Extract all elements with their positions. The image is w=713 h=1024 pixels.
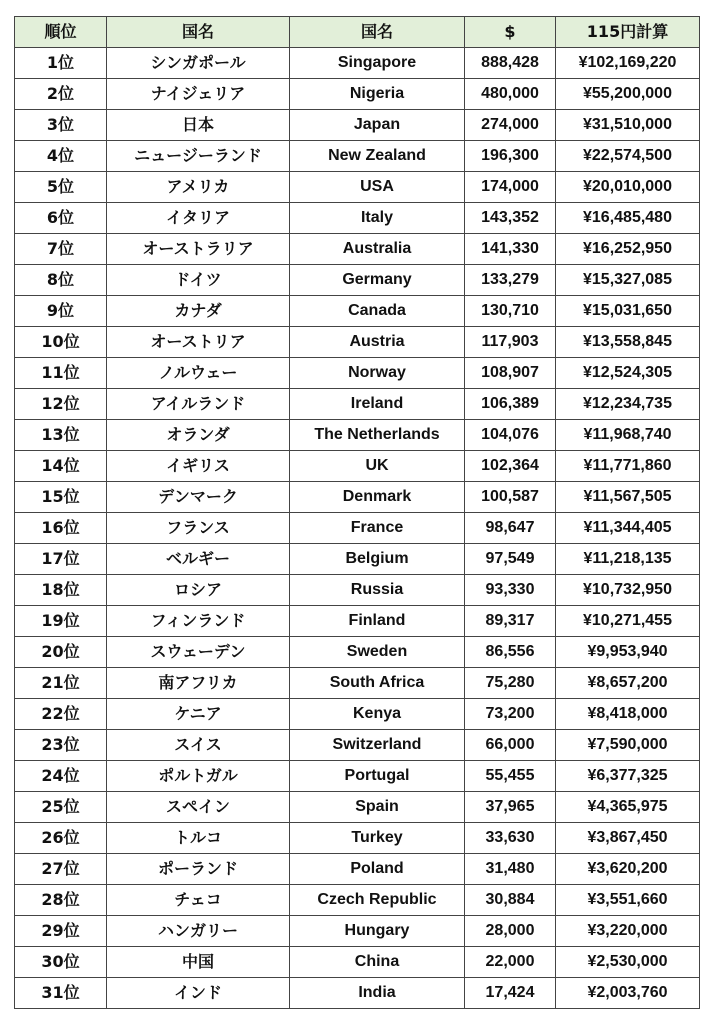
table-row: [15, 854, 700, 885]
cell-rank: 22位: [15, 699, 107, 730]
cell-country-en: Australia: [290, 234, 465, 265]
cell-yen: ¥11,567,505: [556, 482, 700, 513]
cell-usd: 37,965: [465, 792, 556, 823]
cell-country-ja: ノルウェー: [107, 358, 290, 389]
table-row: [15, 389, 700, 420]
cell-country-ja: 中国: [107, 947, 290, 978]
table-row: [15, 451, 700, 482]
cell-country-en: The Netherlands: [290, 420, 465, 451]
cell-yen: ¥22,574,500: [556, 141, 700, 172]
cell-country-ja: ハンガリー: [107, 916, 290, 947]
cell-usd: 100,587: [465, 482, 556, 513]
cell-yen: ¥20,010,000: [556, 172, 700, 203]
table-row: [15, 947, 700, 978]
cell-country-en: Kenya: [290, 699, 465, 730]
header-country-en: 国名: [290, 17, 465, 48]
cell-usd: 480,000: [465, 79, 556, 110]
table-row: [15, 265, 700, 296]
cell-yen: ¥2,003,760: [556, 978, 700, 1009]
cell-country-ja: フィンランド: [107, 606, 290, 637]
cell-yen: ¥6,377,325: [556, 761, 700, 792]
cell-rank: 6位: [15, 203, 107, 234]
cell-country-en: Norway: [290, 358, 465, 389]
cell-yen: ¥11,344,405: [556, 513, 700, 544]
cell-usd: 98,647: [465, 513, 556, 544]
table-row: [15, 916, 700, 947]
cell-yen: ¥31,510,000: [556, 110, 700, 141]
table-row: [15, 172, 700, 203]
cell-usd: 33,630: [465, 823, 556, 854]
cell-country-en: India: [290, 978, 465, 1009]
table-row: [15, 482, 700, 513]
cell-rank: 16位: [15, 513, 107, 544]
cell-usd: 141,330: [465, 234, 556, 265]
cell-usd: 196,300: [465, 141, 556, 172]
cell-country-ja: オーストラリア: [107, 234, 290, 265]
cell-rank: 2位: [15, 79, 107, 110]
table-row: [15, 761, 700, 792]
cell-rank: 8位: [15, 265, 107, 296]
cell-yen: ¥3,551,660: [556, 885, 700, 916]
cell-rank: 9位: [15, 296, 107, 327]
table-row: [15, 513, 700, 544]
cell-usd: 143,352: [465, 203, 556, 234]
cell-usd: 30,884: [465, 885, 556, 916]
cell-usd: 106,389: [465, 389, 556, 420]
cell-yen: ¥9,953,940: [556, 637, 700, 668]
cell-country-en: Poland: [290, 854, 465, 885]
cell-yen: ¥16,252,950: [556, 234, 700, 265]
cell-usd: 28,000: [465, 916, 556, 947]
table-row: [15, 296, 700, 327]
cell-country-ja: スウェーデン: [107, 637, 290, 668]
cell-usd: 130,710: [465, 296, 556, 327]
cell-usd: 93,330: [465, 575, 556, 606]
cell-country-ja: シンガポール: [107, 48, 290, 79]
cell-country-en: Switzerland: [290, 730, 465, 761]
cell-yen: ¥10,271,455: [556, 606, 700, 637]
cell-rank: 3位: [15, 110, 107, 141]
cell-yen: ¥12,234,735: [556, 389, 700, 420]
cell-country-ja: 南アフリカ: [107, 668, 290, 699]
cell-country-en: Italy: [290, 203, 465, 234]
table-row: [15, 668, 700, 699]
cell-yen: ¥102,169,220: [556, 48, 700, 79]
cell-usd: 55,455: [465, 761, 556, 792]
table-row: [15, 792, 700, 823]
table-row: [15, 637, 700, 668]
table-body: [15, 48, 700, 1009]
cell-usd: 31,480: [465, 854, 556, 885]
cell-yen: ¥8,657,200: [556, 668, 700, 699]
table-row: [15, 978, 700, 1009]
cell-country-ja: ケニア: [107, 699, 290, 730]
cell-country-en: Turkey: [290, 823, 465, 854]
cell-country-en: Germany: [290, 265, 465, 296]
table-row: [15, 606, 700, 637]
cell-country-ja: スイス: [107, 730, 290, 761]
cell-country-en: France: [290, 513, 465, 544]
table-row: [15, 358, 700, 389]
cell-rank: 24位: [15, 761, 107, 792]
table-row: [15, 48, 700, 79]
table-row: [15, 885, 700, 916]
header-usd: $: [465, 17, 556, 48]
cell-usd: 274,000: [465, 110, 556, 141]
cell-country-ja: 日本: [107, 110, 290, 141]
cell-country-en: New Zealand: [290, 141, 465, 172]
cell-rank: 26位: [15, 823, 107, 854]
cell-country-en: South Africa: [290, 668, 465, 699]
cell-yen: ¥3,867,450: [556, 823, 700, 854]
cell-rank: 5位: [15, 172, 107, 203]
cell-country-en: Portugal: [290, 761, 465, 792]
cell-usd: 104,076: [465, 420, 556, 451]
cell-country-en: China: [290, 947, 465, 978]
cell-rank: 12位: [15, 389, 107, 420]
cell-usd: 117,903: [465, 327, 556, 358]
cell-country-en: Czech Republic: [290, 885, 465, 916]
cell-country-ja: アメリカ: [107, 172, 290, 203]
cell-usd: 89,317: [465, 606, 556, 637]
cell-usd: 75,280: [465, 668, 556, 699]
cell-rank: 17位: [15, 544, 107, 575]
cell-country-ja: ロシア: [107, 575, 290, 606]
table-row: [15, 575, 700, 606]
cell-usd: 108,907: [465, 358, 556, 389]
cell-rank: 23位: [15, 730, 107, 761]
cell-rank: 1位: [15, 48, 107, 79]
cell-country-ja: ナイジェリア: [107, 79, 290, 110]
cell-country-en: Spain: [290, 792, 465, 823]
cell-rank: 21位: [15, 668, 107, 699]
cell-rank: 29位: [15, 916, 107, 947]
cell-country-ja: デンマーク: [107, 482, 290, 513]
table-header: [15, 17, 700, 48]
cell-country-ja: チェコ: [107, 885, 290, 916]
ranking-table: [14, 16, 700, 1009]
cell-yen: ¥12,524,305: [556, 358, 700, 389]
cell-rank: 28位: [15, 885, 107, 916]
cell-usd: 97,549: [465, 544, 556, 575]
cell-yen: ¥13,558,845: [556, 327, 700, 358]
cell-country-en: Austria: [290, 327, 465, 358]
cell-usd: 133,279: [465, 265, 556, 296]
table-row: [15, 110, 700, 141]
cell-rank: 31位: [15, 978, 107, 1009]
cell-country-ja: イギリス: [107, 451, 290, 482]
cell-rank: 30位: [15, 947, 107, 978]
cell-yen: ¥15,327,085: [556, 265, 700, 296]
table-row: [15, 79, 700, 110]
cell-rank: 7位: [15, 234, 107, 265]
cell-rank: 20位: [15, 637, 107, 668]
cell-country-en: Finland: [290, 606, 465, 637]
cell-country-ja: インド: [107, 978, 290, 1009]
cell-rank: 25位: [15, 792, 107, 823]
cell-yen: ¥3,220,000: [556, 916, 700, 947]
cell-usd: 73,200: [465, 699, 556, 730]
cell-yen: ¥2,530,000: [556, 947, 700, 978]
cell-country-en: UK: [290, 451, 465, 482]
cell-country-en: Denmark: [290, 482, 465, 513]
cell-yen: ¥11,968,740: [556, 420, 700, 451]
header-yen: 115円計算: [556, 17, 700, 48]
cell-yen: ¥11,771,860: [556, 451, 700, 482]
cell-yen: ¥16,485,480: [556, 203, 700, 234]
header-country-ja: 国名: [107, 17, 290, 48]
cell-country-en: Canada: [290, 296, 465, 327]
cell-yen: ¥11,218,135: [556, 544, 700, 575]
cell-country-en: USA: [290, 172, 465, 203]
cell-country-en: Sweden: [290, 637, 465, 668]
cell-country-ja: ポルトガル: [107, 761, 290, 792]
cell-country-ja: ベルギー: [107, 544, 290, 575]
table-row: [15, 327, 700, 358]
table-row: [15, 730, 700, 761]
cell-country-ja: トルコ: [107, 823, 290, 854]
cell-yen: ¥3,620,200: [556, 854, 700, 885]
cell-country-en: Russia: [290, 575, 465, 606]
cell-usd: 17,424: [465, 978, 556, 1009]
cell-rank: 4位: [15, 141, 107, 172]
table-row: [15, 141, 700, 172]
cell-country-ja: スペイン: [107, 792, 290, 823]
cell-country-en: Belgium: [290, 544, 465, 575]
cell-yen: ¥10,732,950: [556, 575, 700, 606]
cell-country-en: Hungary: [290, 916, 465, 947]
cell-rank: 15位: [15, 482, 107, 513]
cell-country-ja: ドイツ: [107, 265, 290, 296]
cell-usd: 66,000: [465, 730, 556, 761]
header-rank: 順位: [15, 17, 107, 48]
table-row: [15, 203, 700, 234]
cell-country-ja: ニュージーランド: [107, 141, 290, 172]
cell-rank: 14位: [15, 451, 107, 482]
cell-country-en: Ireland: [290, 389, 465, 420]
cell-rank: 18位: [15, 575, 107, 606]
cell-country-ja: アイルランド: [107, 389, 290, 420]
table-row: [15, 420, 700, 451]
cell-usd: 22,000: [465, 947, 556, 978]
cell-yen: ¥15,031,650: [556, 296, 700, 327]
table-row: [15, 823, 700, 854]
cell-rank: 19位: [15, 606, 107, 637]
cell-yen: ¥7,590,000: [556, 730, 700, 761]
cell-rank: 27位: [15, 854, 107, 885]
cell-yen: ¥55,200,000: [556, 79, 700, 110]
cell-rank: 10位: [15, 327, 107, 358]
cell-country-ja: フランス: [107, 513, 290, 544]
cell-country-ja: カナダ: [107, 296, 290, 327]
cell-usd: 86,556: [465, 637, 556, 668]
table-row: [15, 544, 700, 575]
table-row: [15, 234, 700, 265]
cell-country-en: Nigeria: [290, 79, 465, 110]
cell-country-en: Singapore: [290, 48, 465, 79]
cell-rank: 13位: [15, 420, 107, 451]
table-row: [15, 699, 700, 730]
cell-usd: 174,000: [465, 172, 556, 203]
cell-country-ja: オランダ: [107, 420, 290, 451]
cell-usd: 888,428: [465, 48, 556, 79]
cell-usd: 102,364: [465, 451, 556, 482]
header-row: [15, 17, 700, 48]
cell-yen: ¥8,418,000: [556, 699, 700, 730]
cell-rank: 11位: [15, 358, 107, 389]
cell-yen: ¥4,365,975: [556, 792, 700, 823]
cell-country-ja: オーストリア: [107, 327, 290, 358]
cell-country-ja: イタリア: [107, 203, 290, 234]
cell-country-ja: ポーランド: [107, 854, 290, 885]
cell-country-en: Japan: [290, 110, 465, 141]
